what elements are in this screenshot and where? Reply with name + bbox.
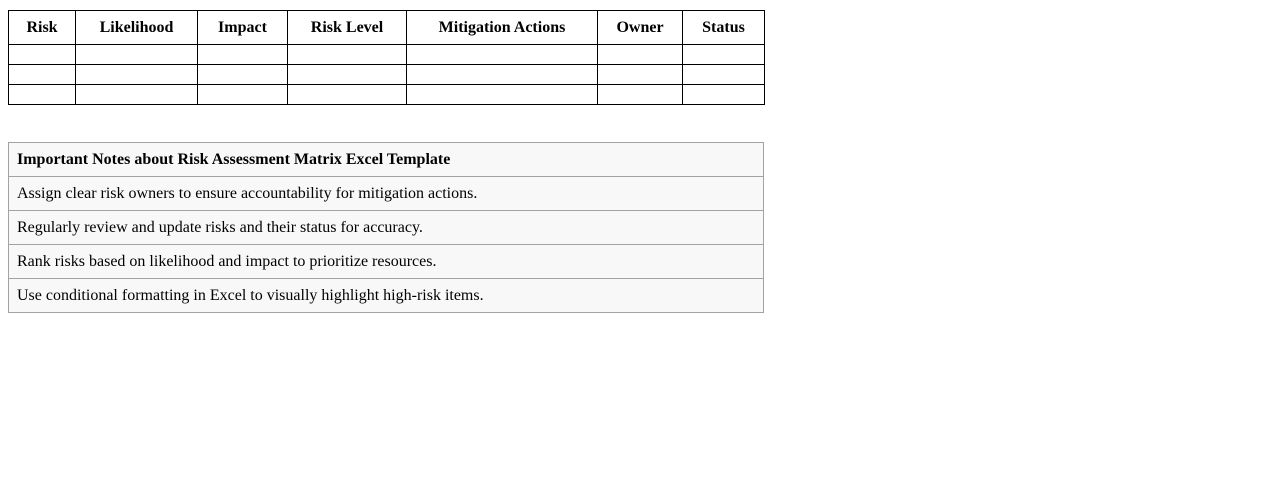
column-header-owner: Owner — [598, 11, 683, 45]
table-row — [9, 85, 765, 105]
table-cell-empty — [9, 45, 76, 65]
table-cell-empty — [683, 45, 765, 65]
table-cell-empty — [288, 45, 407, 65]
table-cell-empty — [76, 65, 198, 85]
table-cell-empty — [288, 85, 407, 105]
table-cell-empty — [407, 45, 598, 65]
notes-item-row — [9, 245, 764, 279]
notes-item-row — [9, 279, 764, 313]
column-header-risk-level: Risk Level — [288, 11, 407, 45]
column-header-status: Status — [683, 11, 765, 45]
notes-title: Important Notes about Risk Assessment Matrix Excel Template — [9, 143, 764, 177]
table-cell-empty — [598, 65, 683, 85]
notes-item: Assign clear risk owners to ensure accountability for mitigation actions. — [9, 177, 764, 211]
column-header-likelihood: Likelihood — [76, 11, 198, 45]
column-header-mitigation-actions: Mitigation Actions — [407, 11, 598, 45]
table-row — [9, 65, 765, 85]
risk-table-header-row — [9, 11, 765, 45]
table-cell-empty — [407, 65, 598, 85]
table-cell-empty — [198, 85, 288, 105]
notes-item: Use conditional formatting in Excel to visually highlight high-risk items. — [9, 279, 764, 313]
table-cell-empty — [598, 45, 683, 65]
table-cell-empty — [683, 85, 765, 105]
table-cell-empty — [198, 65, 288, 85]
table-cell-empty — [598, 85, 683, 105]
table-row — [9, 45, 765, 65]
table-cell-empty — [76, 45, 198, 65]
notes-item: Rank risks based on likelihood and impact to prioritize resources. — [9, 245, 764, 279]
table-cell-empty — [9, 65, 76, 85]
risk-assessment-table — [8, 10, 765, 105]
notes-item: Regularly review and update risks and their status for accuracy. — [9, 211, 764, 245]
column-header-impact: Impact — [198, 11, 288, 45]
notes-item-row — [9, 211, 764, 245]
table-cell-empty — [9, 85, 76, 105]
notes-item-row — [9, 177, 764, 211]
table-cell-empty — [407, 85, 598, 105]
column-header-risk: Risk — [9, 11, 76, 45]
notes-title-row — [9, 143, 764, 177]
table-cell-empty — [683, 65, 765, 85]
table-cell-empty — [288, 65, 407, 85]
notes-table — [8, 142, 764, 313]
table-cell-empty — [76, 85, 198, 105]
table-cell-empty — [198, 45, 288, 65]
